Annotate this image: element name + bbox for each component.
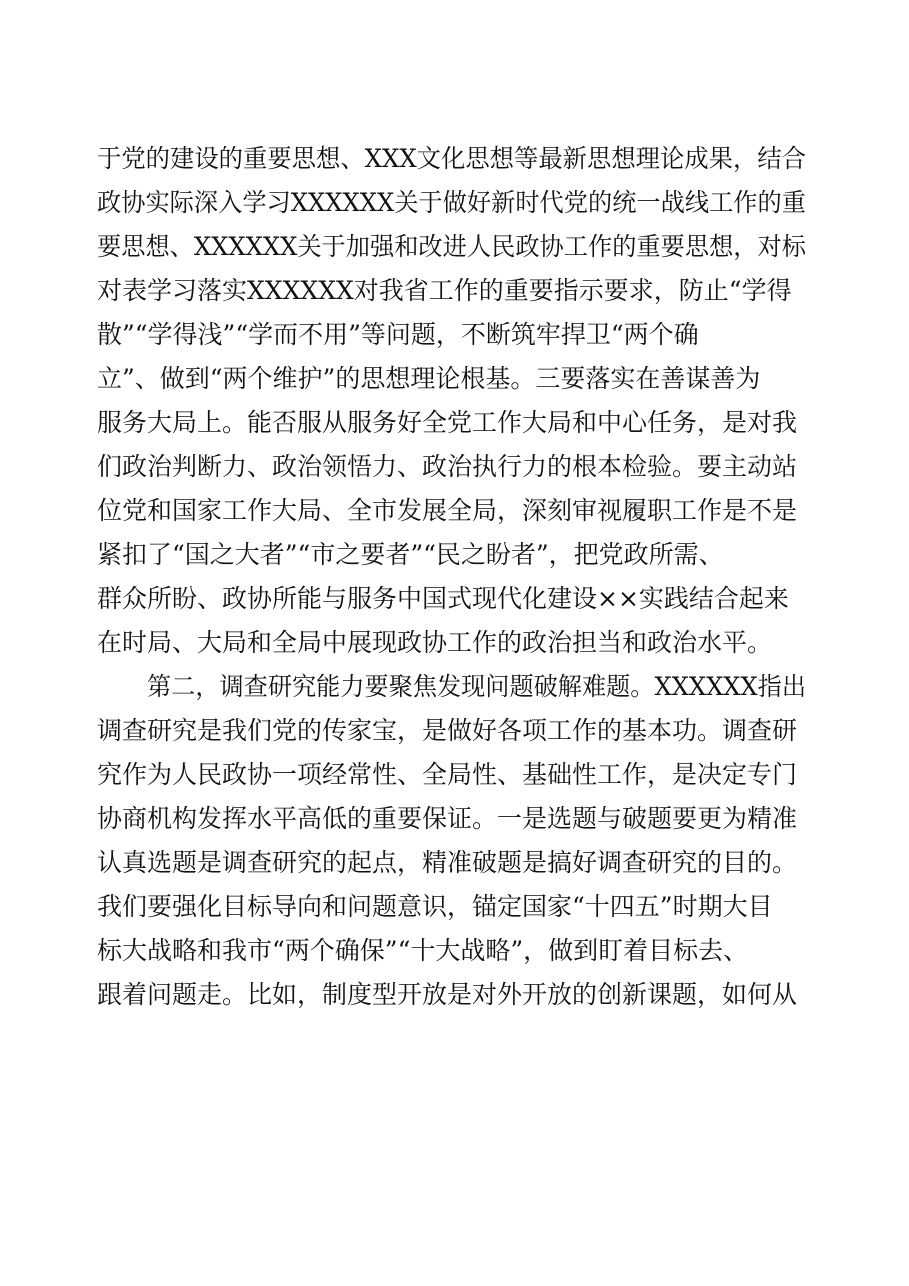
line-text: 紧扣了“国之大者”“市之要者”“民之盼者”，把党政所需、 — [97, 540, 724, 569]
text-line — [0, 269, 909, 313]
line-text: 政协实际深入学习XXXXXX关于做好新时代党的统一战线工作的重 — [97, 188, 806, 217]
line-text: 协商机构发挥水平高低的重要保证。一是选题与破题要更为精准 — [97, 804, 798, 833]
line-text: 究作为人民政协一项经常性、全局性、基础性工作，是决定专门 — [97, 760, 798, 789]
paragraph-first-line — [0, 665, 909, 709]
text-line — [0, 313, 909, 357]
line-text: 立”、做到“两个维护”的思想理论根基。三要落实在善谋善为 — [97, 364, 761, 393]
text-line — [0, 621, 909, 665]
line-text: 跟着问题走。比如，制度型开放是对外开放的创新课题，如何从 — [97, 980, 798, 1009]
line-text: 第二，调查研究能力要聚焦发现问题破解难题。XXXXXX指出 — [147, 672, 807, 701]
line-text: 群众所盼、政协所能与服务中国式现代化建设××实践结合起来 — [97, 584, 789, 613]
text-line — [0, 181, 909, 225]
line-text: 们政治判断力、政治领悟力、政治执行力的根本检验。要主动站 — [97, 452, 798, 481]
line-text: 散”“学得浅”“学而不用”等问题，不断筑牢捍卫“两个确 — [97, 320, 699, 349]
line-text: 我们要强化目标导向和问题意识，锚定国家“十四五”时期大目 — [97, 892, 773, 921]
text-line — [0, 973, 909, 1017]
text-line — [0, 929, 909, 973]
line-text: 要思想、XXXXXX关于加强和改进人民政协工作的重要思想，对标 — [97, 232, 806, 261]
text-line — [0, 357, 909, 401]
text-line — [0, 885, 909, 929]
text-line — [0, 489, 909, 533]
line-text: 对表学习落实XXXXXX对我省工作的重要指示要求，防止“学得 — [97, 276, 792, 305]
text-line — [0, 753, 909, 797]
line-text: 于党的建设的重要思想、XXX文化思想等最新思想理论成果，结合 — [97, 144, 807, 173]
line-text: 位党和国家工作大局、全市发展全局，深刻审视履职工作是不是 — [97, 496, 798, 525]
text-line — [0, 797, 909, 841]
text-line — [0, 577, 909, 621]
line-text: 服务大局上。能否服从服务好全党工作大局和中心任务，是对我 — [97, 408, 798, 437]
text-line — [0, 533, 909, 577]
text-line — [0, 709, 909, 753]
text-line — [0, 401, 909, 445]
line-text: 标大战略和我市“两个确保”“十大战略”，做到盯着目标去、 — [97, 936, 749, 965]
line-text: 调查研究是我们党的传家宝，是做好各项工作的基本功。调查研 — [97, 716, 798, 745]
text-line — [0, 841, 909, 885]
text-line — [0, 445, 909, 489]
line-text: 在时局、大局和全局中展现政协工作的政治担当和政治水平。 — [97, 628, 773, 657]
text-line — [0, 137, 909, 181]
line-text: 认真选题是调查研究的起点，精准破题是搞好调查研究的目的。 — [97, 848, 798, 877]
text-line — [0, 225, 909, 269]
